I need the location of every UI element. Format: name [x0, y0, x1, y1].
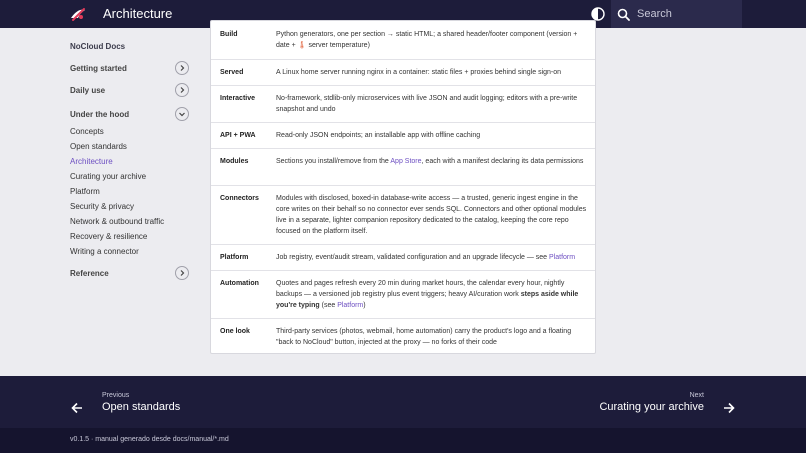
table-row: [211, 186, 595, 245]
sidebar-section-label: Getting started: [70, 64, 127, 73]
row-value: Third-party services (photos, webmail, home automation) carry the product's logo and a floating "back to NoCloud" button, injected at the proxy — no forks of their code: [276, 328, 572, 346]
sidebar-item-concepts[interactable]: Concepts: [70, 127, 104, 136]
table-row: [211, 271, 595, 319]
table-row: [211, 123, 595, 149]
previous-page-link[interactable]: [68, 392, 188, 420]
sidebar-item-recovery-resilience[interactable]: Recovery & resilience: [70, 232, 148, 241]
arrow-left-icon: [71, 402, 83, 414]
next-label: Next: [689, 392, 704, 399]
row-value: [276, 278, 588, 311]
row-value-text: Quotes and pages refresh every 20 min during market hours, the calendar every hour, nightly backups — a versioned job registry plus event triggers; heavy AI/curation work: [276, 280, 565, 298]
sidebar-item-network-outbound[interactable]: Network & outbound traffic: [70, 217, 165, 226]
version-text: v0.1.5 · manual generado desde docs/manual/*.md: [70, 436, 229, 443]
platform-link[interactable]: Platform: [337, 302, 364, 309]
row-value-text: , each with a manifest declaring its data permissions: [421, 158, 584, 165]
sidebar-section-reference[interactable]: [70, 266, 188, 282]
next-page-link[interactable]: [600, 392, 740, 420]
previous-label: Previous: [102, 392, 130, 399]
chevron-right-icon[interactable]: [175, 266, 189, 280]
architecture-table: [210, 20, 596, 354]
previous-title: Open standards: [102, 401, 181, 413]
row-key: Automation: [220, 280, 259, 287]
row-value-text: server temperature): [306, 42, 370, 49]
row-value: [276, 29, 588, 51]
sidebar-item-architecture[interactable]: Architecture: [70, 157, 113, 166]
row-key: One look: [220, 328, 250, 335]
row-key: Interactive: [220, 95, 256, 102]
sidebar-section-daily-use[interactable]: [70, 83, 188, 99]
row-key: Platform: [220, 254, 249, 261]
arrow-right-icon: [723, 402, 735, 414]
table-row: [211, 245, 595, 271]
pagination-footer: [0, 376, 806, 428]
sidebar-section-under-the-hood[interactable]: [70, 107, 188, 123]
page-title: Architecture: [103, 6, 173, 21]
sidebar-section-getting-started[interactable]: [70, 61, 188, 77]
sidebar-section-label: Daily use: [70, 86, 106, 95]
row-value: Read-only JSON endpoints; an installable app with offline caching: [276, 132, 481, 139]
row-value-text: (see: [319, 302, 338, 309]
table-row: [211, 149, 595, 186]
row-value: Modules with disclosed, boxed-in database-write access — a trusted, generic ingest engine in the core writes on their behalf so no connector ever sends SQL. Connectors and other optional modules live in a separate, lighter companion repository dedicated to the catalog, keeping the core repo focused on the platform itself.: [276, 195, 587, 235]
sidebar-heading: NoCloud Docs: [70, 42, 126, 51]
row-key: Build: [220, 31, 238, 38]
row-value-text: Sections you install/remove from the: [276, 158, 391, 165]
row-key: Served: [220, 69, 244, 76]
table-row: [211, 319, 595, 353]
chevron-right-icon[interactable]: [175, 61, 189, 75]
row-key: Modules: [220, 158, 249, 165]
row-value-emphasis: steps aside while you're typing: [276, 291, 579, 309]
sidebar-section-label: Reference: [70, 269, 109, 278]
app-logo-icon[interactable]: [69, 5, 87, 23]
table-row: [211, 21, 595, 60]
search-placeholder: Search: [637, 8, 672, 20]
search-icon: [617, 8, 630, 21]
row-value: No-framework, stdlib-only microservices with live JSON and audit logging; editors with a pre-write snapshot and undo: [276, 95, 578, 113]
row-value-text: ): [363, 302, 366, 309]
sidebar-item-curating-your-archive[interactable]: Curating your archive: [70, 172, 147, 181]
chevron-down-icon[interactable]: [175, 107, 189, 121]
sidebar-item-platform[interactable]: Platform: [70, 187, 100, 196]
table-row: [211, 60, 595, 86]
row-key: Connectors: [220, 195, 259, 202]
row-value: [276, 156, 588, 167]
chevron-right-icon[interactable]: [175, 83, 189, 97]
sidebar-item-open-standards[interactable]: Open standards: [70, 142, 127, 151]
row-key: API + PWA: [220, 132, 256, 139]
platform-link[interactable]: Platform: [549, 254, 576, 261]
thermometer-icon: 🌡: [297, 42, 307, 49]
next-title: Curating your archive: [599, 401, 704, 413]
search-input[interactable]: [611, 0, 742, 28]
app-store-link[interactable]: App Store: [390, 158, 422, 165]
sidebar-section-label: Under the hood: [70, 110, 130, 119]
row-value: A Linux home server running nginx in a container: static files + proxies behind single sign-on: [276, 69, 562, 76]
row-value-text: Job registry, event/audit stream, validated configuration and an upgrade lifecycle — see: [276, 254, 550, 261]
table-row: [211, 86, 595, 123]
row-value: [276, 252, 588, 263]
sidebar-item-security-privacy[interactable]: Security & privacy: [70, 202, 135, 211]
site-footer: [0, 428, 806, 453]
sidebar-item-writing-a-connector[interactable]: Writing a connector: [70, 247, 139, 256]
row-value-text: Python generators, one per section → static HTML; a shared header/footer component (version + date +: [276, 31, 578, 49]
